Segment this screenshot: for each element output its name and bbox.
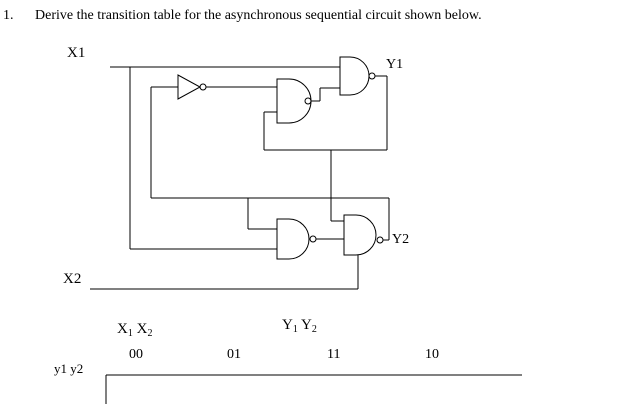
column-label: 01 [227,347,241,362]
input-label-x2: X2 [63,271,82,287]
input-label-x1: X1 [67,45,86,61]
column-label: 10 [425,347,439,362]
question-text: Derive the transition table for the asynchronous sequential circuit shown below. [35,8,482,23]
nand-gate-1-bubble [305,98,311,104]
next-state-header: $Y_1$ $Y_2$ [282,317,317,335]
nand-gate-4-bubble [377,237,383,243]
nand-gate-1 [277,79,311,123]
input-columns-header: $X_1$ $X_2$ [117,321,153,339]
question-number: 1. [3,8,14,23]
nand-gate-2 [340,57,369,95]
column-label: 00 [129,347,143,362]
output-label-y2: Y2 [392,232,410,247]
nand-gate-4 [344,215,376,255]
nand-gate-3 [277,219,309,259]
state-rows-header: y1 y2 [54,361,84,376]
inverter-gate [178,75,200,99]
nand-gate-3-bubble [310,236,316,242]
nand-gate-2-bubble [369,73,375,79]
output-label-y1: Y1 [386,57,404,72]
column-label: 11 [327,347,341,362]
